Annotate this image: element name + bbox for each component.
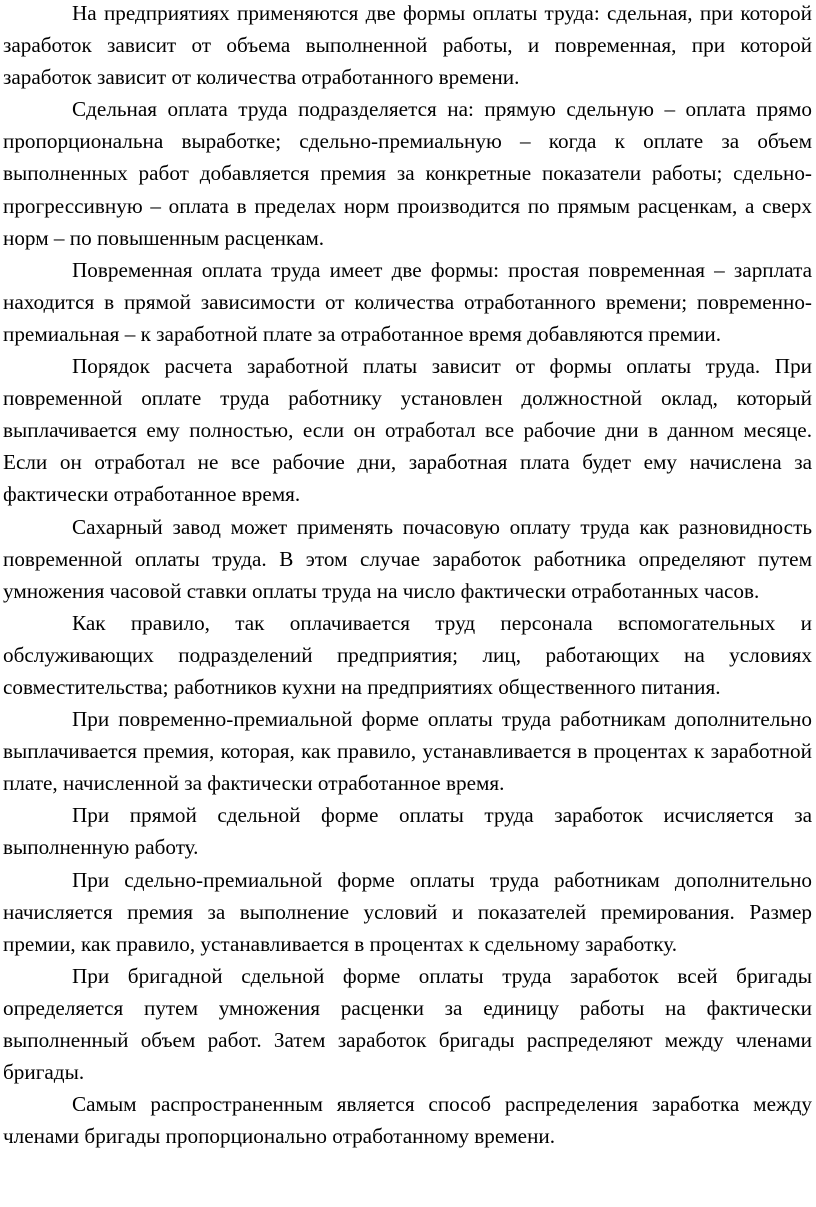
paragraph-forms-of-pay: На предприятиях применяются две формы оплаты труда: сдельная, при которой заработок зависит от объема выполненной работы, и повременная, при которой заработок зависит от количества отработанного времени. bbox=[3, 1, 812, 90]
paragraph-time-bonus: При повременно-премиальной форме оплаты труда работникам дополнительно выплачивается премия, которая, как правило, устанавливается в процентах к заработной плате, начисленной за фактически отработанное время. bbox=[3, 707, 812, 796]
paragraph-hourly-pay: Сахарный завод может применять почасовую оплату труда как разновидность повременной оплаты труда. В этом случае заработок работника определяют путем умножения часовой ставки оплаты труда на число фактически отработанных часов. bbox=[3, 514, 812, 603]
paragraph-direct-piece-rate: При прямой сдельной форме оплаты труда заработок исчисляется за выполненную работу. bbox=[3, 803, 812, 860]
paragraph-piece-rate-bonus: При сдельно-премиальной форме оплаты труда работникам дополнительно начисляется премия за выполнение условий и показателей премирования. Размер премии, как правило, устанавливается в процентах к сдельному заработку. bbox=[3, 867, 812, 956]
paragraph-brigade-distribution: Самым распространенным является способ распределения заработка между членами бригады пропорционально отработанному времени. bbox=[3, 1092, 812, 1149]
paragraph-hourly-pay-usage: Как правило, так оплачивается труд персонала вспомогательных и обслуживающих подразделений предприятия; лиц, работающих на условиях совместительства; работников кухни на предприятиях общественного питания. bbox=[3, 610, 812, 699]
paragraph-time-based-types: Повременная оплата труда имеет две формы: простая повременная – зарплата находится в прямой зависимости от количества отработанного времени; повременно-премиальная – к заработной плате за отработанное время добавляются премии. bbox=[3, 257, 812, 346]
paragraph-brigade-piece-rate: При бригадной сдельной форме оплаты труда заработок всей бригады определяется путем умножения расценки за единицу работы на фактически выполненный объем работ. Затем заработок бригады распределяют между членами бригады. bbox=[3, 963, 812, 1085]
paragraph-calculation-order: Порядок расчета заработной платы зависит от формы оплаты труда. При повременной оплате труда работнику установлен должностной оклад, который выплачивается ему полностью, если он отработал все рабочие дни в данном месяце. Если он отработал не все рабочие дни, заработная плата будет ему начислена за фактически отработанное время. bbox=[3, 354, 812, 507]
paragraph-piece-rate-types: Сдельная оплата труда подразделяется на: прямую сдельную – оплата прямо пропорциональна выработке; сдельно-премиальную – когда к оплате за объем выполненных работ добавляется премия за конкретные показатели работы; сдельно-прогрессивную – оплата в пределах норм производится по прямым расценкам, а сверх норм – по повышенным расценкам. bbox=[3, 97, 812, 250]
